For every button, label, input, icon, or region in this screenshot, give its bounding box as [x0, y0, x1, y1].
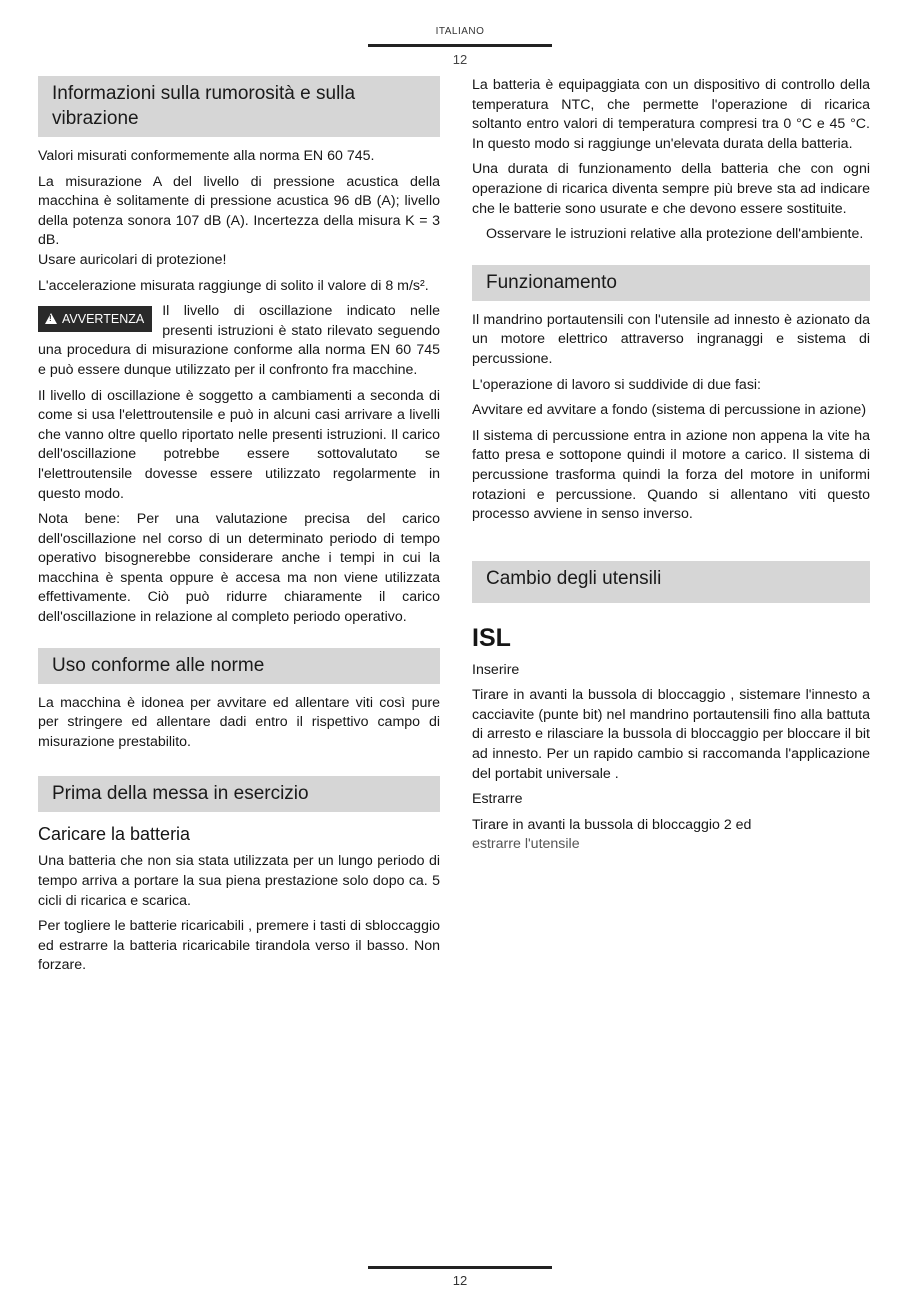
subheading-charge-battery: Caricare la batteria — [38, 824, 191, 845]
paragraph: La misurazione A del livello di pressione acustica della macchina è solitamente di pressione acustica 96 dB (A); livello della potenza sonora 107 dB (A). Incertezza della misura K = 3 dB. — [38, 173, 440, 249]
section-heading-intended-use: Uso conforme alle norme — [38, 648, 440, 684]
right-column — [472, 76, 870, 861]
paragraph: Osservare le istruzioni relative alla protezione dell'ambiente. — [486, 226, 864, 243]
paragraph: Nota bene: Per una valutazione precisa del carico dell'oscillazione nel corso di un determinato periodo di tempo operativo bisognerebbe considerare anche i tempi in cui la macchina è spenta oppure è accesa ma non viene utilizzata effettivamente. Ciò può ridurre chiaramente il carico dell'oscillazione in relazione al completo periodo operativo. — [38, 511, 440, 626]
paragraph: Per togliere le batterie ricaricabili , premere i tasti di sbloccaggio ed estrarre la batteria ricaricabile tirandola verso il basso. Non forzare. — [38, 918, 440, 974]
section-heading-tool-change: Cambio degli utensili — [472, 561, 870, 603]
left-column — [38, 76, 440, 982]
paragraph: Tirare in avanti la bussola di bloccaggio , sistemare l'innesto a cacciavite (punte bit) nel mandrino portautensili fino alla battuta di arresto e rilasciare la bussola di bloccaggio per bloccare il bit ad innesto. Per un rapido cambio si raccomanda l'applicazione del portabit universale . — [472, 687, 870, 782]
label-remove: Estrarre — [472, 791, 523, 808]
isl-heading: ISL — [472, 623, 511, 652]
footer-page-number: 12 — [452, 1273, 468, 1288]
warning-label: AVVERTENZA — [62, 312, 145, 327]
paragraph: Il livello di oscillazione indicato nelle presenti istruzioni è stato rilevato seguendo una procedura di misurazione conforme alla norma EN 60 745 e può essere dunque utilizzato per il confronto fra macchine. — [38, 303, 440, 378]
warning-badge — [38, 306, 152, 332]
warning-block — [38, 302, 440, 380]
paragraph: Il mandrino portautensili con l'utensile ad innesto è azionato da un motore elettrico attraverso ingranaggi e sistema di percussione. — [472, 311, 870, 367]
paragraph: Usare auricolari di protezione! — [38, 251, 227, 268]
section-heading-before-use: Prima della messa in esercizio — [38, 776, 440, 812]
section-heading-noise-vibration: Informazioni sulla rumorosità e sulla vibrazione — [38, 76, 440, 137]
paragraph: Valori misurati conformemente alla norma EN 60 745. — [38, 148, 375, 164]
footer-rule — [368, 1266, 552, 1269]
warning-icon — [45, 313, 57, 324]
paragraph: Tirare in avanti la bussola di bloccaggio 2 ed — [472, 816, 752, 833]
paragraph: L'operazione di lavoro si suddivide di due fasi: — [472, 376, 762, 393]
header-page-number: 12 — [452, 52, 468, 67]
header-language: ITALIANO — [435, 26, 485, 37]
paragraph: La batteria è equipaggiata con un dispositivo di controllo della temperatura NTC, che permette l'operazione di ricarica soltanto entro valori di temperatura compresi tra 0 °C e 45 °C. In questo modo si raggiunge un'elevata durata della batteria. — [472, 77, 870, 152]
paragraph: La macchina è idonea per avvitare ed allentare viti così pure per stringere ed allentare dadi entro il rispettivo campo di misurazione prestabilito. — [38, 694, 440, 750]
paragraph: Avvitare ed avvitare a fondo (sistema di percussione in azione) — [472, 402, 867, 419]
label-insert: Inserire — [472, 661, 520, 678]
paragraph: Una batteria che non sia stata utilizzata per un lungo periodo di tempo arriva a portare la sua piena prestazione solo dopo ca. 5 cicli di ricarica e scarica. — [38, 853, 440, 909]
section-heading-operation: Funzionamento — [472, 265, 870, 301]
paragraph: L'accelerazione misurata raggiunge di solito il valore di 8 m/s². — [38, 277, 429, 294]
paragraph: estrarre l'utensile — [472, 836, 580, 853]
paragraph: Il sistema di percussione entra in azione non appena la vite ha fatto presa e sottopone quindi il motore a carico. Il sistema di percussione trasforma quindi la forza del motore in uniformi rotazioni e percussione. Quando si allentano viti questo processo avviene in senso inverso. — [472, 427, 870, 523]
paragraph: Una durata di funzionamento della batteria che con ogni operazione di ricarica diventa sempre più breve sta ad indicare che le batterie sono usurate e che devono essere sostituite. — [472, 161, 870, 217]
paragraph: Il livello di oscillazione è soggetto a cambiamenti a seconda di come si usa l'elettroutensile e può in alcuni casi arrivare a livelli che vanno oltre quello riportato nelle presenti istruzioni. Il carico dell'oscillazione potrebbe essere sottovalutato se l'elettroutensile dovesse essere utilizzato regolarmente in questo modo. — [38, 387, 440, 502]
header-rule — [368, 44, 552, 47]
